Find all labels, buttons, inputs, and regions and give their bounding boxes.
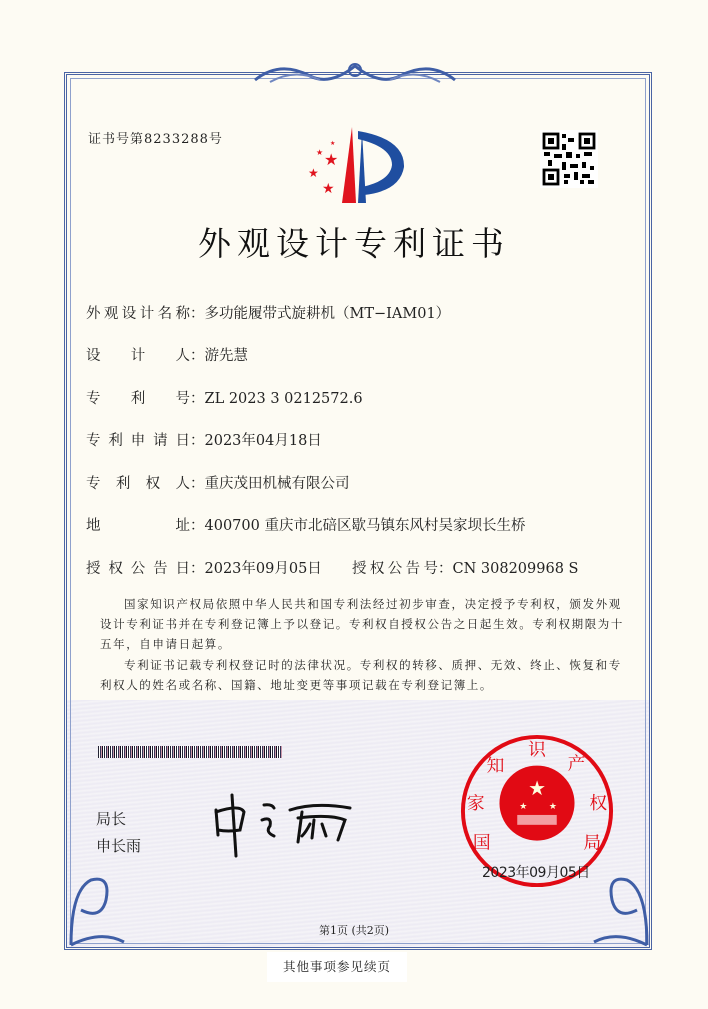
field-grant-date: 授权公告日：2023年09月05日 bbox=[86, 557, 322, 578]
director-title: 局长 bbox=[96, 810, 127, 828]
field-label: 设计人 bbox=[86, 348, 190, 364]
field-label: 授权公告号 bbox=[352, 561, 438, 577]
field-value: ZL 2023 3 0212572.6 bbox=[204, 391, 363, 407]
svg-text:★: ★ bbox=[308, 166, 319, 180]
field-value: 2023年04月18日 bbox=[204, 433, 322, 449]
svg-text:★: ★ bbox=[316, 148, 324, 157]
statement-paragraph-2: 专利证书记载专利权登记时的法律状况。专利权的转移、质押、无效、终止、恢复和专利权人的姓名或名称、国籍、地址变更等事项记载在专利登记簿上。 bbox=[100, 658, 622, 692]
field-label: 授权公告日 bbox=[86, 561, 190, 577]
svg-text:知: 知 bbox=[486, 756, 505, 777]
svg-text:★: ★ bbox=[548, 802, 557, 813]
svg-text:家: 家 bbox=[466, 794, 485, 815]
statement-paragraph-1: 国家知识产权局依照中华人民共和国专利法经过初步审查，决定授予专利权，颁发外观设计专利证书并在专利登记簿上予以登记。专利权自授权公告之日起生效。专利权期限为十五年，自申请日起算。 bbox=[100, 597, 624, 651]
field-grant-pub-number: 授权公告号：CN 308209968 S bbox=[352, 557, 578, 578]
director-name: 申长雨 bbox=[96, 837, 142, 855]
field-label: 专利申请日 bbox=[86, 433, 190, 449]
field-address: 地址：400700 重庆市北碚区歇马镇东风村吴家坝长生桥 bbox=[86, 514, 525, 535]
cnipa-logo bbox=[300, 125, 410, 205]
top-ornament bbox=[250, 58, 460, 88]
field-label: 地址 bbox=[86, 518, 190, 534]
svg-text:★: ★ bbox=[330, 140, 336, 147]
footer-note: 其他事项参见续页 bbox=[267, 952, 407, 982]
field-designer: 设计人：游先慧 bbox=[86, 344, 248, 365]
certificate-title: 外观设计专利证书 bbox=[198, 224, 510, 263]
field-value: 多功能履带式旋耕机（MT−IAM01） bbox=[204, 306, 451, 322]
svg-text:国: 国 bbox=[472, 833, 491, 854]
field-value: 游先慧 bbox=[204, 348, 248, 364]
field-patentee: 专利权人：重庆茂田机械有限公司 bbox=[86, 472, 350, 493]
field-value: 重庆茂田机械有限公司 bbox=[204, 476, 350, 492]
field-label: 专利号 bbox=[86, 391, 190, 407]
field-patent-number: 专利号：ZL 2023 3 0212572.6 bbox=[86, 387, 363, 408]
field-label: 专利权人 bbox=[86, 476, 190, 492]
field-value: 400700 重庆市北碚区歇马镇东风村吴家坝长生桥 bbox=[204, 518, 526, 534]
svg-text:★: ★ bbox=[324, 150, 339, 169]
page-indicator: 第1页 (共2页) bbox=[318, 924, 390, 937]
field-value: 2023年09月05日 bbox=[204, 561, 322, 577]
field-application-date: 专利申请日：2023年04月18日 bbox=[86, 429, 322, 450]
field-label: 外观设计名称 bbox=[86, 306, 190, 322]
certificate-number: 证书号第8233288号 bbox=[88, 132, 223, 147]
field-design-name: 外观设计名称：多功能履带式旋耕机（MT−IAM01） bbox=[86, 302, 450, 323]
svg-text:★: ★ bbox=[322, 181, 335, 197]
barcode bbox=[98, 746, 282, 758]
director-signature bbox=[210, 790, 360, 860]
svg-text:★: ★ bbox=[519, 802, 528, 813]
svg-text:★: ★ bbox=[528, 777, 546, 801]
svg-text:权: 权 bbox=[589, 794, 608, 815]
seal-date: 2023年09月05日 bbox=[482, 865, 590, 881]
svg-text:识: 识 bbox=[528, 740, 546, 761]
svg-text:产: 产 bbox=[567, 754, 586, 775]
field-value: CN 308209968 S bbox=[452, 561, 579, 577]
svg-text:局: 局 bbox=[583, 833, 602, 854]
qr-code[interactable] bbox=[540, 130, 598, 188]
